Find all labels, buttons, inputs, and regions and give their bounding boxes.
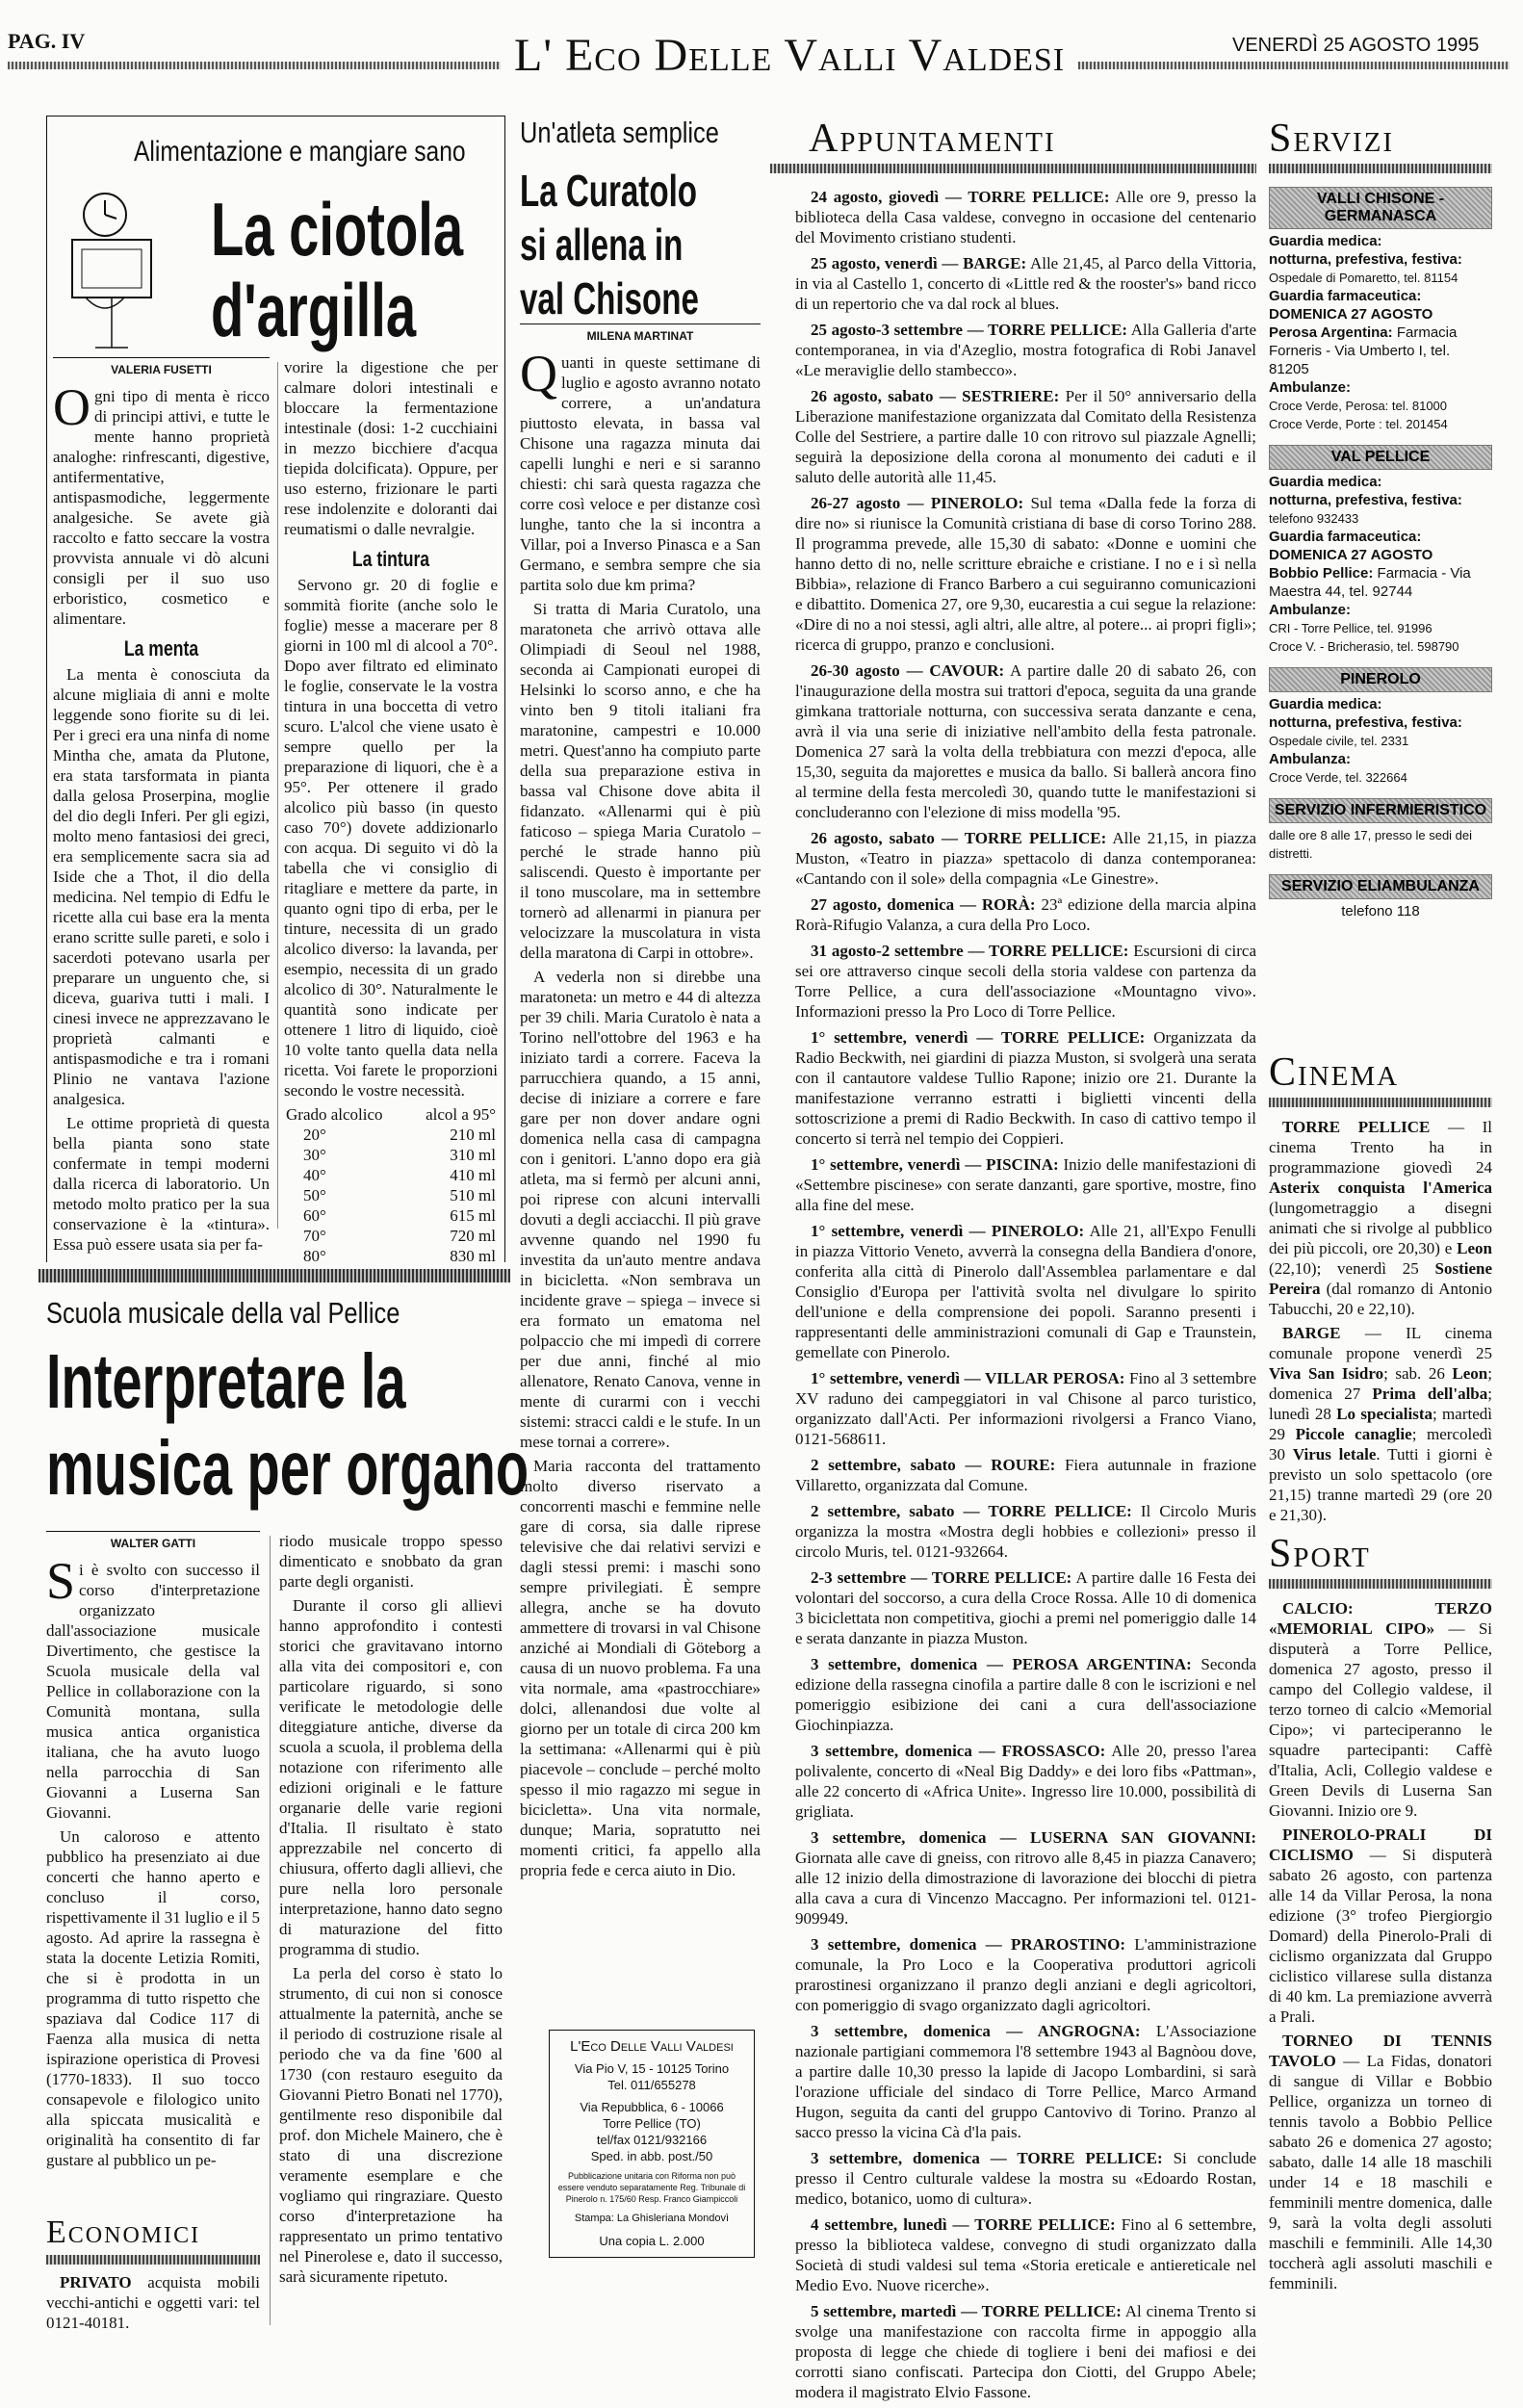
event-text: Al cinema Trento si svolge una manifestazione con raccolta firme in appoggio alla proposta di legge che chiede di togliere i beni dei mafiosi e dei corrotti siano confiscati. Partecipa don Ciotti, del Gruppo Abele; modera il magistrato Elvio Fassone. bbox=[795, 2302, 1256, 2401]
paragraph: Quanti in queste settimane di luglio e agosto avranno notato correre, a un'andatura piuttosto elevata, in bassa val Chisone una ragazza minuta dai capelli lunghi e neri e si saranno chiesti: chi sarà questa ragazza che corre così veloce e per distanze così lunghe, tanto che la si incontra a Villar, poi a Inverso Pinasca e a San Germano, e sembra sempre che sia partita solo due km prima? bbox=[520, 345, 761, 594]
subheading: La tintura bbox=[351, 547, 430, 571]
event-date: 3 settembre, domenica — FROSSASCO: bbox=[811, 1742, 1106, 1760]
list-item bbox=[795, 386, 1256, 487]
event-text: Alle 21,15, in piazza Muston, «Teatro in piazza» spettacolo di danza contemporanea: «Cantando con il sole» della compagnia «Le Ginestre». bbox=[795, 829, 1256, 888]
service-line: dalle ore 8 alle 17, presso le sedi dei distretti. bbox=[1269, 828, 1473, 861]
byline: VALERIA FUSETTI bbox=[53, 357, 270, 380]
service-line: DOMENICA 27 AGOSTO bbox=[1269, 306, 1433, 323]
service-line: Ambulanze: bbox=[1269, 602, 1352, 618]
service-block bbox=[1269, 187, 1492, 433]
service-line: telefono 118 bbox=[1341, 903, 1420, 919]
event-text: Fino al 6 settembre, presso la biblioteca valdese, convegno di studi organizzato dalla Società di studi valdesi sul tema «Storia ereticale e antiereticale nel Medio Evo. Nuove ricerche». bbox=[795, 2215, 1257, 2294]
masthead-line: Sped. in abb. post./50 bbox=[590, 2149, 713, 2163]
list-item bbox=[795, 1027, 1256, 1149]
event-date: 27 agosto, domenica — RORÀ: bbox=[811, 895, 1036, 914]
sport-item: TORNEO DI TENNIS TAVOLO — La Fidas, donatori di sangue di Villar e Bobbio Pellice, organizza un torneo di tennis tavolo a Bobbio Pellice sabato 26 e domenica 27 agosto; sabato, dalle 14 alle 18 maschili under 14 e 18 maschili e femminili mentre domenica, dalle 9, sarà la volta degli assoluti maschili e femminili. Alle 14,30 toccherà agli assoluti maschili e femminili. bbox=[1269, 2032, 1492, 2292]
event-date: 26-27 agosto — PINEROLO: bbox=[811, 494, 1024, 512]
table-cell: 50° bbox=[303, 1186, 326, 1204]
event-text: Per il 50° anniversario della Liberazione manifestazione organizzata dal Comitato della Resistenza Colle del Sestriere, a partire dalle 10 con ritrovo sul piazzale Agnelli; seguirà la deposizione della corona al monumento dei caduti e il saluto delle autorità alle 11,45. bbox=[795, 387, 1256, 486]
event-text: 23ª edizione della marcia alpina Rorà-Rifugio Valanza, a cura della Pro Loco. bbox=[795, 895, 1256, 934]
service-line: notturna, prefestiva, festiva: bbox=[1269, 492, 1462, 508]
article-title-line-2: d'argilla bbox=[211, 268, 417, 352]
service-line: telefono 932433 bbox=[1269, 511, 1359, 526]
event-text: Sul tema «Dalla fede la forza di dire no» si riunisce la Comunità cristiana di base di corso Torino 288. Il programma prevede, alle 15,30 di sabato: «Donne e uomini che hanno detto di no, nelle scritture ebraiche e cristiane. I no e i sì nella Bibbia», relazione di Franco Barbero a cui seguiranno comunicazioni e dibattito. Domenica 27, ore 9,30, eucarestia a cui segue la relazione: «Dire di no a noi stessi, agli altri, alle altre, al potere... ai propri figli»; ricerca di gruppo, pranzo e conclusioni. bbox=[795, 494, 1256, 654]
table-cell: 310 ml bbox=[450, 1146, 496, 1164]
event-text: A partire dalle 16 Festa dei volontari del soccorso, a cura della Croce Rossa. Alle 10 di domenica 3 biciclettata non competitiva, giochi a premi nel pomeriggio dalle 14 e serata danzante in piazza Muston. bbox=[795, 1568, 1256, 1647]
table-cell: 210 ml bbox=[450, 1126, 496, 1144]
article-column-2 bbox=[284, 357, 498, 1266]
service-line: Croce Verde, Perosa: tel. 81000 bbox=[1269, 399, 1448, 413]
event-text: L'amministrazione comunale, la Pro Loco e la Cooperativa produttori agricoli prarostinesi organizzano il pranzo degli anziani e degli agricoltori, con pomeriggio di svago organizzato dagli agricoltori. bbox=[795, 1935, 1256, 2014]
table-row bbox=[284, 1226, 498, 1246]
table-cell: 615 ml bbox=[450, 1206, 496, 1225]
paragraph: Servono gr. 20 di foglie e sommità fiorite (anche solo le foglie) messe a macerare per 8 giorni in 100 ml di alcool a 70°. Dopo aver filtrato ed eliminato le foglie, conservate le la vostra tintura in una boccetta di vetro scuro. L'alcol che viene usato è sempre quello per la preparazione di liquori, che è a 95°. Per ottenere il grado alcolico più basso (in questo caso 70°) dovete addizionarlo con acqua. Di seguito vi dò la tabella che vi consiglio di ritagliare e mettere da parte, in quanto ogni tipo di erba, per le tinture, necessita di un grado alcolico diverso: la lavanda, per esempio, necessita di un grado alcolico di 30°. Naturalmente le quantità sono indicate per ottenere 1 litro di liquido, cioè 10 volte tanto quella data nella ricetta. Voi farete le proporzioni secondo le vostre necessità. bbox=[284, 576, 498, 1100]
list-item bbox=[795, 1501, 1256, 1562]
event-text: Giornata alle cave di gneiss, con ritrovo alle 8,45 in piazza Canavero; alle 12 inizio della dimostrazione di lavorazione dei blocchi di pietra alla cava a cura di Vincenzo Maccagno. Per informazioni tel. 0121-909949. bbox=[795, 1849, 1256, 1928]
list-item bbox=[795, 660, 1256, 822]
article-column-1 bbox=[53, 357, 270, 1258]
service-line: Croce Verde, Porte : tel. 201454 bbox=[1269, 417, 1448, 431]
event-date: 1° settembre, venerdì — PINEROLO: bbox=[811, 1222, 1085, 1240]
service-line: Perosa Argentina: Farmacia Forneris - Via Umberto I, tel. 81205 bbox=[1269, 324, 1458, 377]
masthead-line: Pubblicazione unitaria con Riforma non può essere venduto separatamente Reg. Tribunale di Pinerolo n. 175/60 Resp. Franco Giampiccoli bbox=[557, 2171, 746, 2204]
service-block-label: SERVIZIO INFERMIERISTICO bbox=[1269, 798, 1492, 823]
event-text: Alle 21,45, al Parco della Vittoria, in via al Castello 1, concerto di «Little red & the rooster's» band ricco di un repertorio che va dal rock al blues. bbox=[795, 254, 1256, 313]
list-item bbox=[795, 1741, 1256, 1822]
list-item bbox=[795, 1368, 1256, 1449]
article-title-line-1: Interpretare la bbox=[46, 1338, 406, 1424]
article-ciotola bbox=[46, 116, 505, 1265]
paragraph: La menta è conosciuta da alcune migliaia di anni e molte leggende sono fiorite su di lei. Per i greci era una ninfa di nome Minthа che, amata da Plutone, era stata tarsformata in pianta dalla gelosa Proserpina, moglie del dio degli Inferi. Per gli egizi, molto meno fantasiosi dei greci, era semplicemente sacra sia ad Iside che a Thot, il dio della medicina. Nel tempio di Edfu le ricette alla cui base era la menta erano scritte sulle pareti, e solo i sacerdoti potevano usarla per preparare un unguento che, si diceva, guariva tutti i mali. I cinesi invece ne apprezzavano le proprietà calmanti e antispasmodiche e tra i romani Plinio ne vantava l'azione analgesica. bbox=[53, 665, 270, 1108]
table-row bbox=[284, 1165, 498, 1185]
event-date: 2 settembre, sabato — TORRE PELLICE: bbox=[811, 1502, 1132, 1520]
table-cell: 30° bbox=[303, 1146, 326, 1164]
event-date: 24 agosto, giovedì — TORRE PELLICE: bbox=[811, 188, 1110, 206]
list-item bbox=[795, 894, 1256, 935]
event-text: Organizzata da Radio Beckwith, nei giardini di piazza Muston, si svolgerà una serata con il cantautore valdese Tullio Rapone; inizio ore 21. Durante la manifestazione verranno estratti i biglietti vincenti della sottoscrizione a premi di Radio Beckwith. In caso di cattivo tempo il concerto si terrà nel tempio dei Coppieri. bbox=[795, 1028, 1256, 1148]
service-line: Bobbio Pellice: Farmacia - Via Maestra 44, tel. 92744 bbox=[1269, 565, 1471, 600]
section-rule bbox=[770, 164, 1256, 173]
list-item bbox=[795, 941, 1256, 1022]
service-line: Guardia medica: bbox=[1269, 233, 1382, 249]
article-kicker: Alimentazione e mangiare sano bbox=[134, 136, 466, 168]
masthead-line: Torre Pellice (TO) bbox=[603, 2116, 701, 2131]
event-text: Escursioni di circa sei ore attraverso cinque secoli della storia valdese con partenza da Torre Pellice, a cura dell'associazione «Mountagno vivo». Informazioni presso la Pro Loco di Torre Pellice. bbox=[795, 942, 1257, 1021]
service-line: Guardia medica: bbox=[1269, 696, 1382, 712]
list-item bbox=[795, 1654, 1256, 1735]
event-date: 25 agosto, venerdì — BARGE: bbox=[811, 254, 1027, 272]
section-rule bbox=[1269, 1579, 1492, 1589]
masthead-line: tel/fax 0121/932166 bbox=[596, 2133, 708, 2147]
service-line: Guardia farmaceutica: bbox=[1269, 288, 1422, 304]
article-title-line-1: La ciotola bbox=[211, 187, 464, 272]
masthead-line: Via Repubblica, 6 - 10066 bbox=[580, 2100, 724, 2114]
event-text: Alle 20, presso l'area polivalente, concerto di «Neal Big Daddy» e dei loro fibs «Pattman», alle 22 concerto di «Africa Unite». Ingresso lire 10.000, possibilità di grigliata. bbox=[795, 1742, 1257, 1821]
paragraph: Le ottime proprietà di questa bella pianta sono state confermate in tempi moderni dalla ricerca di laboratorio. Un metodo molto pratico per la sua conservazione è la «tintura». Essa può essere usata sia per fa- bbox=[53, 1114, 270, 1254]
event-text: Fiera autunnale in frazione Villaretto, organizzata dal Comune. bbox=[795, 1456, 1257, 1494]
paragraph: riodo musicale troppo spesso dimenticato e snobbato da gran parte degli organisti. bbox=[279, 1532, 503, 1591]
event-date: 5 settembre, martedì — TORRE PELLICE: bbox=[811, 2302, 1122, 2320]
table-row bbox=[284, 1145, 498, 1165]
article-title-line-1: La Curatolo bbox=[520, 166, 698, 216]
sport-item: CALCIO: TERZO «MEMORIAL CIPO» — Si disputerà a Torre Pellice, domenica 27 agosto, presso il campo del Collegio valdese, il terzo torneo di calcio «Memorial Cipo»; vi parteciperanno le squadre partecipanti: Caffè d'Italia, Acli, Collegio valdese e Green Devils di Luserna San Giovanni. Inizio ore 9. bbox=[1269, 1599, 1492, 1820]
event-text: Inizio delle manifestazioni di «Settembre piscinese» con serate danzanti, gare sportive, mostre, fino alla fine del mese. bbox=[795, 1155, 1256, 1214]
article-curatolo bbox=[520, 116, 761, 1879]
article-title-line-3: val Chisone bbox=[520, 273, 699, 324]
table-row bbox=[284, 1205, 498, 1226]
service-block-body bbox=[1269, 823, 1492, 863]
cinema-item: TORRE PELLICE — Il cinema Trento ha in programmazione giovedì 24 Asterix conquista l'America (lungometraggio a disegni animati che si rivolge al pubblico dei più piccoli, ore 20,30) e Leon (22,10); venerdì 25 Sostiene Pereira (dal romanzo di Antonio Tabucchi, 20 e 22,10). bbox=[1269, 1118, 1492, 1318]
table-header: Grado alcolico bbox=[286, 1105, 383, 1124]
event-date: 2 settembre, sabato — ROURE: bbox=[811, 1456, 1056, 1474]
page-number: PAG. IV bbox=[8, 29, 86, 53]
service-line: Ospedale civile, tel. 2331 bbox=[1269, 734, 1409, 748]
event-date: 25 agosto-3 settembre — TORRE PELLICE: bbox=[811, 321, 1128, 339]
section-heading: Servizi bbox=[1269, 117, 1395, 161]
event-date: 2-3 settembre — TORRE PELLICE: bbox=[811, 1568, 1072, 1587]
table-row bbox=[284, 1125, 498, 1145]
service-block bbox=[1269, 798, 1492, 863]
list-item bbox=[795, 187, 1256, 247]
section-heading: Appuntamenti bbox=[809, 117, 1056, 161]
masthead-name: L'Eco Delle Valli Valdesi bbox=[570, 2038, 734, 2055]
event-date: 1° settembre, venerdì — VILLAR PEROSA: bbox=[811, 1369, 1125, 1387]
table-cell: 720 ml bbox=[450, 1227, 496, 1245]
event-date: 3 settembre, domenica — PEROSA ARGENTINA: bbox=[811, 1655, 1192, 1673]
cinema-item: BARGE — IL cinema comunale propone venerdì 25 Viva San Isidro; sab. 26 Leon; domenica 27 Prima dell'alba; lunedì 28 Lo specialista; martedì 29 Piccole canaglie; mercoledì 30 Virus letale. Tutti i giorni è previsto un solo spettacolo (ore 21,15) tranne martedì 29 (ore 20 e 21,30). bbox=[1269, 1324, 1493, 1524]
section-heading: Cinema bbox=[1269, 1050, 1400, 1095]
section-heading: Sport bbox=[1269, 1532, 1371, 1576]
subheading: La menta bbox=[123, 636, 199, 660]
service-block bbox=[1269, 874, 1492, 920]
event-text: L'Associazione nazionale partigiani commemora l'8 settembre 1943 al Bagnòou dove, a partire dalle 10,30 presso la lapide di Jacopo Lombardini, si sarà l'orazione ufficiale del sindaco di Torre Pellice, Marco Armand Hugon, seguita da canti del gruppo Cantovivo di Torino. Pranzo al sacco presso la vicina Cà d'la pais. bbox=[795, 2022, 1256, 2141]
paragraph: vorire la digestione che per calmare dolori intestinali e bloccare la fermentazione intestinale (dosi: 1-2 cucchiaini in mezzo bicchiere d'acqua tiepida dolcificata). Oppure, per uso esterno, frizionare le parti rese indolenzite e doloranti dai reumatismi o dalle nevralgie. bbox=[284, 358, 498, 538]
section-economici bbox=[46, 2214, 260, 2333]
list-item bbox=[795, 2214, 1256, 2295]
paragraph: Durante il corso gli allievi hanno approfondito i contesti storici che gravitavano intorno alla vita dei compositori e, con particolare riguardo, si sono verificate le metodologie delle diteggiature antiche, diverse da scuola a scuola, il problema della notazione con riferimento alle edizioni originali e le fatture organarie delle varie regioni d'Italia. Il risultato è stato apprezzabile nel concerto di chiusura, offerto dagli allievi, che pure nella loro personale interpretazione, hanno dato segno di maturazione del fitto programma di studio. bbox=[279, 1596, 503, 1958]
classified-ad bbox=[46, 2272, 260, 2333]
list-item bbox=[795, 1567, 1256, 1648]
list-item bbox=[795, 253, 1256, 314]
service-block-label: VALLI CHISONE - GERMANASCA bbox=[1269, 187, 1492, 229]
event-date: 31 agosto-2 settembre — TORRE PELLICE: bbox=[811, 942, 1129, 960]
section-servizi bbox=[1269, 116, 1492, 932]
section-cinema bbox=[1269, 1049, 1492, 1529]
section-divider bbox=[39, 1269, 510, 1282]
list-item bbox=[795, 828, 1256, 889]
service-block-label: PINEROLO bbox=[1269, 667, 1492, 692]
paragraph: Maria racconta del trattamento molto diverso riservato a concorrenti maschi e femmine nelle gare di corsa, sia dalle riprese televisive che dai relativi servizi e dagli stessi premi: i maschi sono sempre privilegiati. È sempre allegra, anche se ha dovuto ammettere di trovarsi in val Chisone anziché ai Mondiali di Göteborg a causa di un nuovo problema. Fa una vita normale, ama «pastrocchiare» dolci, allenandosi due volte al giorno per un totale di circa 200 km la settimana: «Allenarmi qui è più piacevole – conclude – perché molto spesso il mio ragazzo mi segue in bicicletta». Una vita normale, dunque; Maria, sopratutto nei momenti critici, fa appello alla propria fede e cerca aiuto in Dio. bbox=[520, 1457, 761, 1879]
paragraph: La perla del corso è stato lo strumento, di cui non si conosce attualmente la paternità, anche se il periodo di costruzione risale al periodo che va da fine '600 al 1730 (con restauro eseguito da Giovanni Pietro Bonati nel 1770), gentilmente reso disponibile dal prof. don Michele Mainero, che è stato di una discrezione veramente esemplare e che vogliamo qui ringraziare. Questo corso d'interpretazione ha rappresentato un primo tentativo nel Pinerolese e, dato il successo, sarà sicuramente ripetuto. bbox=[279, 1964, 503, 2286]
event-text: Si conclude presso il Centro culturale valdese la mostra su «Edoardo Rostan, medico, botanico, uomo di cultura». bbox=[795, 2149, 1256, 2208]
list-item bbox=[795, 2301, 1256, 2402]
event-date: 3 settembre, domenica — LUSERNA SAN GIOVANNI: bbox=[811, 1828, 1256, 1847]
event-date: 26 agosto, sabato — SESTRIERE: bbox=[811, 387, 1060, 405]
sport-news bbox=[1269, 1598, 1492, 2293]
table-row bbox=[284, 1185, 498, 1205]
article-title bbox=[211, 189, 463, 350]
table-header: alcol a 95° bbox=[426, 1105, 496, 1124]
event-date: 1° settembre, venerdì — PISCINA: bbox=[811, 1155, 1059, 1174]
byline: WALTER GATTI bbox=[46, 1531, 260, 1554]
article-title bbox=[520, 164, 699, 325]
paragraph: Un caloroso e attento pubblico ha presenziato ai due concerti che hanno aperto e concluso il corso, rispettivamente il 31 luglio e il 5 agosto. Ad aprire la rassegna è stata la docente Letizia Romiti, che si è prodotta in un programma di tutto rispetto che spaziava dal Codice 117 di Faenza alla musica di netta ispirazione operistica di Provesi (1770-1833). Il suo tocco consapevole e filologico unito alla spiccata musicalità e originalità ha consentito di far gustare al pubblico un pe- bbox=[46, 1827, 260, 2169]
list-item bbox=[795, 1934, 1256, 2015]
article-organo bbox=[46, 1290, 529, 2340]
column-divider bbox=[270, 1536, 271, 2325]
table-row bbox=[284, 1246, 498, 1266]
service-block bbox=[1269, 667, 1492, 787]
service-line: notturna, prefestiva, festiva: bbox=[1269, 714, 1462, 731]
table-cell: 70° bbox=[303, 1227, 326, 1245]
service-block-body bbox=[1269, 229, 1492, 433]
table-cell: 410 ml bbox=[450, 1166, 496, 1184]
issue-date: VENERDÌ 25 AGOSTO 1995 bbox=[1232, 35, 1480, 56]
service-block-body bbox=[1269, 692, 1492, 787]
clock-illustration-icon bbox=[66, 174, 177, 357]
section-appuntamenti bbox=[770, 116, 1256, 2408]
cinema-listings bbox=[1269, 1117, 1492, 1525]
table-cell: 40° bbox=[303, 1166, 326, 1184]
event-date: 4 settembre, lunedì — TORRE PELLICE: bbox=[811, 2215, 1116, 2234]
event-text: A partire dalle 20 di sabato 26, con l'inaugurazione della mostra sui trattori d'epoca, seguita da una grande gimkana trattoriale notturna, con successiva serata danzante e cena, avrà il via una serie di iniziative nell'ambito della festa patronale. Domenica 27 sarà la volta della trebbiatura con mezzi d'epoca, alle 15,30, seguita da majorettes e musica da ballo. Si ballerà ancora fino al termine della festa mercoledì 30, quando tutte le manifestazioni si concluderanno con l'elezione di miss modella '95. bbox=[795, 661, 1256, 821]
event-date: 3 settembre, domenica — TORRE PELLICE: bbox=[811, 2149, 1163, 2167]
event-date: 26-30 agosto — CAVOUR: bbox=[811, 661, 1005, 680]
table-header-row bbox=[284, 1104, 498, 1125]
service-line: Guardia farmaceutica: bbox=[1269, 529, 1422, 545]
ad-text: acquista mobili vecchi-antichi e oggetti vari: tel 0121-40181. bbox=[46, 2273, 260, 2332]
article-title bbox=[46, 1338, 529, 1512]
byline: MILENA MARTINAT bbox=[520, 324, 761, 347]
services-list bbox=[1269, 187, 1492, 920]
masthead-line: Tel. 011/655278 bbox=[607, 2078, 696, 2092]
article-title-line-2: musica per organo bbox=[46, 1425, 529, 1511]
list-item bbox=[795, 320, 1256, 380]
paragraph: Si è svolto con successo il corso d'interpretazione organizzato dall'associazione musicale Divertimento, che gestisce la Scuola musicale della val Pellice in collaborazione con la Comunità montana, sulla musica antica organistica italiana, che ha avuto luogo nella parrocchia di San Giovanni a Luserna San Giovanni. bbox=[46, 1552, 260, 1822]
paragraph: Ogni tipo di menta è ricco di principi attivi, e tutte le mente hanno proprietà analoghe: rinfrescanti, digestive, antifermentative, antispasmodiche, leggermente analgesiche. Se avete già raccolto e fatto seccare la vostra provvista annuale vi dò alcuni consigli per il suo uso erboristico, cosmetico e alimentare. bbox=[53, 378, 270, 628]
list-item bbox=[795, 1455, 1256, 1495]
section-rule bbox=[1269, 164, 1492, 173]
service-line: DOMENICA 27 AGOSTO bbox=[1269, 547, 1433, 563]
event-text: Alle 21, all'Expo Fenulli in piazza Vittorio Veneto, avverrà la consegna della Bandiera d'onore, conferita alla città di Pinerolo dall'Assemblea parlamentare e dal Consiglio d'Europa per l'attività svolta nel divulgare lo spirito dell'unione e della comprensione dei popoli. Saranno presenti i rappresentanti delle amministrazioni comunali di Gap e Traunstein, gemellate con Pinerolo. bbox=[795, 1222, 1256, 1361]
article-kicker: Scuola musicale della val Pellice bbox=[46, 1296, 400, 1330]
table-cell: 510 ml bbox=[450, 1186, 496, 1204]
service-line: Croce V. - Bricherasio, tel. 598790 bbox=[1269, 639, 1459, 654]
event-date: 1° settembre, venerdì — TORRE PELLICE: bbox=[811, 1028, 1146, 1047]
article-body bbox=[520, 324, 761, 1884]
list-item bbox=[795, 2148, 1256, 2209]
service-block-label: VAL PELLICE bbox=[1269, 445, 1492, 470]
service-line: Guardia medica: bbox=[1269, 474, 1382, 490]
section-rule bbox=[46, 2255, 260, 2265]
table-cell: 60° bbox=[303, 1206, 326, 1225]
event-text: Alle ore 9, presso la biblioteca della Casa valdese, convegno in occasione del centenario del Movimento cristiano studenti. bbox=[795, 188, 1257, 246]
service-line: Croce Verde, tel. 322664 bbox=[1269, 770, 1407, 785]
publisher-info-box bbox=[549, 2030, 755, 2258]
column-divider bbox=[277, 362, 278, 1229]
list-item bbox=[795, 1827, 1256, 1929]
service-line: Ospedale di Pomaretto, tel. 81154 bbox=[1269, 271, 1458, 285]
paragraph: A vederla non si direbbe una maratoneta: un metro e 44 di altezza per 39 chili. Maria Curatolo è nata a Torino nell'ottobre del 1963 e ha iniziato tardi a correre. Faceva la parrucchiera quando, a 15 anni, decise di iniziare a correre e fare gare per non dover andare ogni domenica nella casa di campagna con i genitori. L'anno dopo era già atleta, ma si fermò per alcuni anni, poi riprese con alcuni intervalli dovuti a degli acciacchi. Il più grave avvenne quando nel 1990 fu investita da un'auto mentre andava in bicicletta. «Non sembrava un incidente grave – spiega – invece si era formato un ematoma nel polpaccio che mi impedì di correre per due anni, finché al mio allenatore, Renato Canova, venne in mente di curarmi con i vecchi sistemi: stracci caldi e le stufe. In un mese tornai a correre». bbox=[520, 968, 761, 1451]
list-item bbox=[795, 2021, 1256, 2142]
alcohol-table bbox=[284, 1104, 498, 1266]
table-cell: 20° bbox=[303, 1126, 326, 1144]
masthead-line: Stampa: La Ghisleriana Mondovì bbox=[574, 2213, 730, 2224]
paragraph: Si tratta di Maria Curatolo, una maratoneta che arrivò ottava alle Olimpiadi di Seoul nel 1988, seconda ai Campionati europei di Helsinki lo scorso anno, e che ha vinto ben 9 titoli italiani fra maratonine, campestri e 10.000 metri. Quest'anno ha compiuto parte della sua preparazione estiva in bassa val Chisone dove abita il fidanzato. «Allenarmi qui è più faticoso – spiega Maria Curatolo – perché le strade hanno più saliscendi. Questo è importante per il tono muscolare, ma in settembre tornerò ad allenarmi in pianura per velocizzare la muscolatura in vista della maratona di Carpi in ottobre». bbox=[520, 600, 761, 962]
section-heading: Economici bbox=[46, 2214, 201, 2250]
service-line: Ambulanze: bbox=[1269, 379, 1352, 396]
ad-keyword: PRIVATO bbox=[60, 2273, 132, 2291]
masthead-line: Via Pio V, 15 - 10125 Torino bbox=[574, 2061, 730, 2076]
list-item bbox=[795, 1154, 1256, 1215]
service-line: Ambulanza: bbox=[1269, 751, 1352, 767]
service-block-label: SERVIZIO ELIAMBULANZA bbox=[1269, 874, 1492, 899]
table-cell: 830 ml bbox=[450, 1247, 496, 1265]
event-text: Alla Galleria d'arte contemporanea, in via d'Azeglio, mostra fotografica di Robi Janavel «Le meraviglie dello stambecco». bbox=[795, 321, 1256, 379]
article-column-2 bbox=[279, 1531, 503, 2291]
list-item bbox=[795, 493, 1256, 655]
events-list bbox=[770, 187, 1256, 2402]
article-column-1 bbox=[46, 1531, 260, 2174]
event-text: Il Circolo Muris organizza la mostra «Mostra degli hobbies e collezioni» presso il circolo Muris, tel. 0121-932664. bbox=[795, 1502, 1256, 1561]
article-kicker: Un'atleta semplice bbox=[520, 116, 719, 149]
table-cell: 80° bbox=[303, 1247, 326, 1265]
event-date: 26 agosto, sabato — TORRE PELLICE: bbox=[811, 829, 1107, 847]
event-text: Seconda edizione della rassegna cinofila a partire dalle 8 con le iscrizioni e nel pomeriggio esibizione dei cani a cura dell'associazione Giochinpiazza. bbox=[795, 1655, 1257, 1734]
article-title-line-2: si allena in bbox=[520, 220, 684, 270]
section-sport bbox=[1269, 1531, 1492, 2297]
service-line: notturna, prefestiva, festiva: bbox=[1269, 251, 1462, 268]
event-text: Fino al 3 settembre XV raduno dei campeggiatori in val Chisone al parco turistico, organizzato dall'Acti. Per informazioni rivolgersi a Franco Viano, 0121-568611. bbox=[795, 1369, 1256, 1448]
masthead-line: Una copia L. 2.000 bbox=[599, 2234, 705, 2248]
event-date: 3 settembre, domenica — ANGROGNA: bbox=[811, 2022, 1141, 2040]
service-block bbox=[1269, 445, 1492, 656]
newspaper-title: L' Eco Delle Valli Valdesi bbox=[501, 29, 1078, 82]
event-date: 3 settembre, domenica — PRAROSTINO: bbox=[811, 1935, 1126, 1954]
service-block-body bbox=[1269, 470, 1492, 656]
section-rule bbox=[1269, 1098, 1492, 1107]
list-item bbox=[795, 1221, 1256, 1362]
service-block-body bbox=[1269, 899, 1492, 920]
service-line: CRI - Torre Pellice, tel. 91996 bbox=[1269, 621, 1433, 635]
sport-item: PINEROLO-PRALI DI CICLISMO — Si disputerà sabato 26 agosto, con partenza alle 14 da Villar Perosa, la nona edizione (3° trofeo Piergiorgio Domard) della Pinerolo-Prali di ciclismo organizzata dal Gruppo ciclistico villarese sulla distanza di 40 km. La premiazione avverrà a Prali. bbox=[1269, 1825, 1492, 2026]
